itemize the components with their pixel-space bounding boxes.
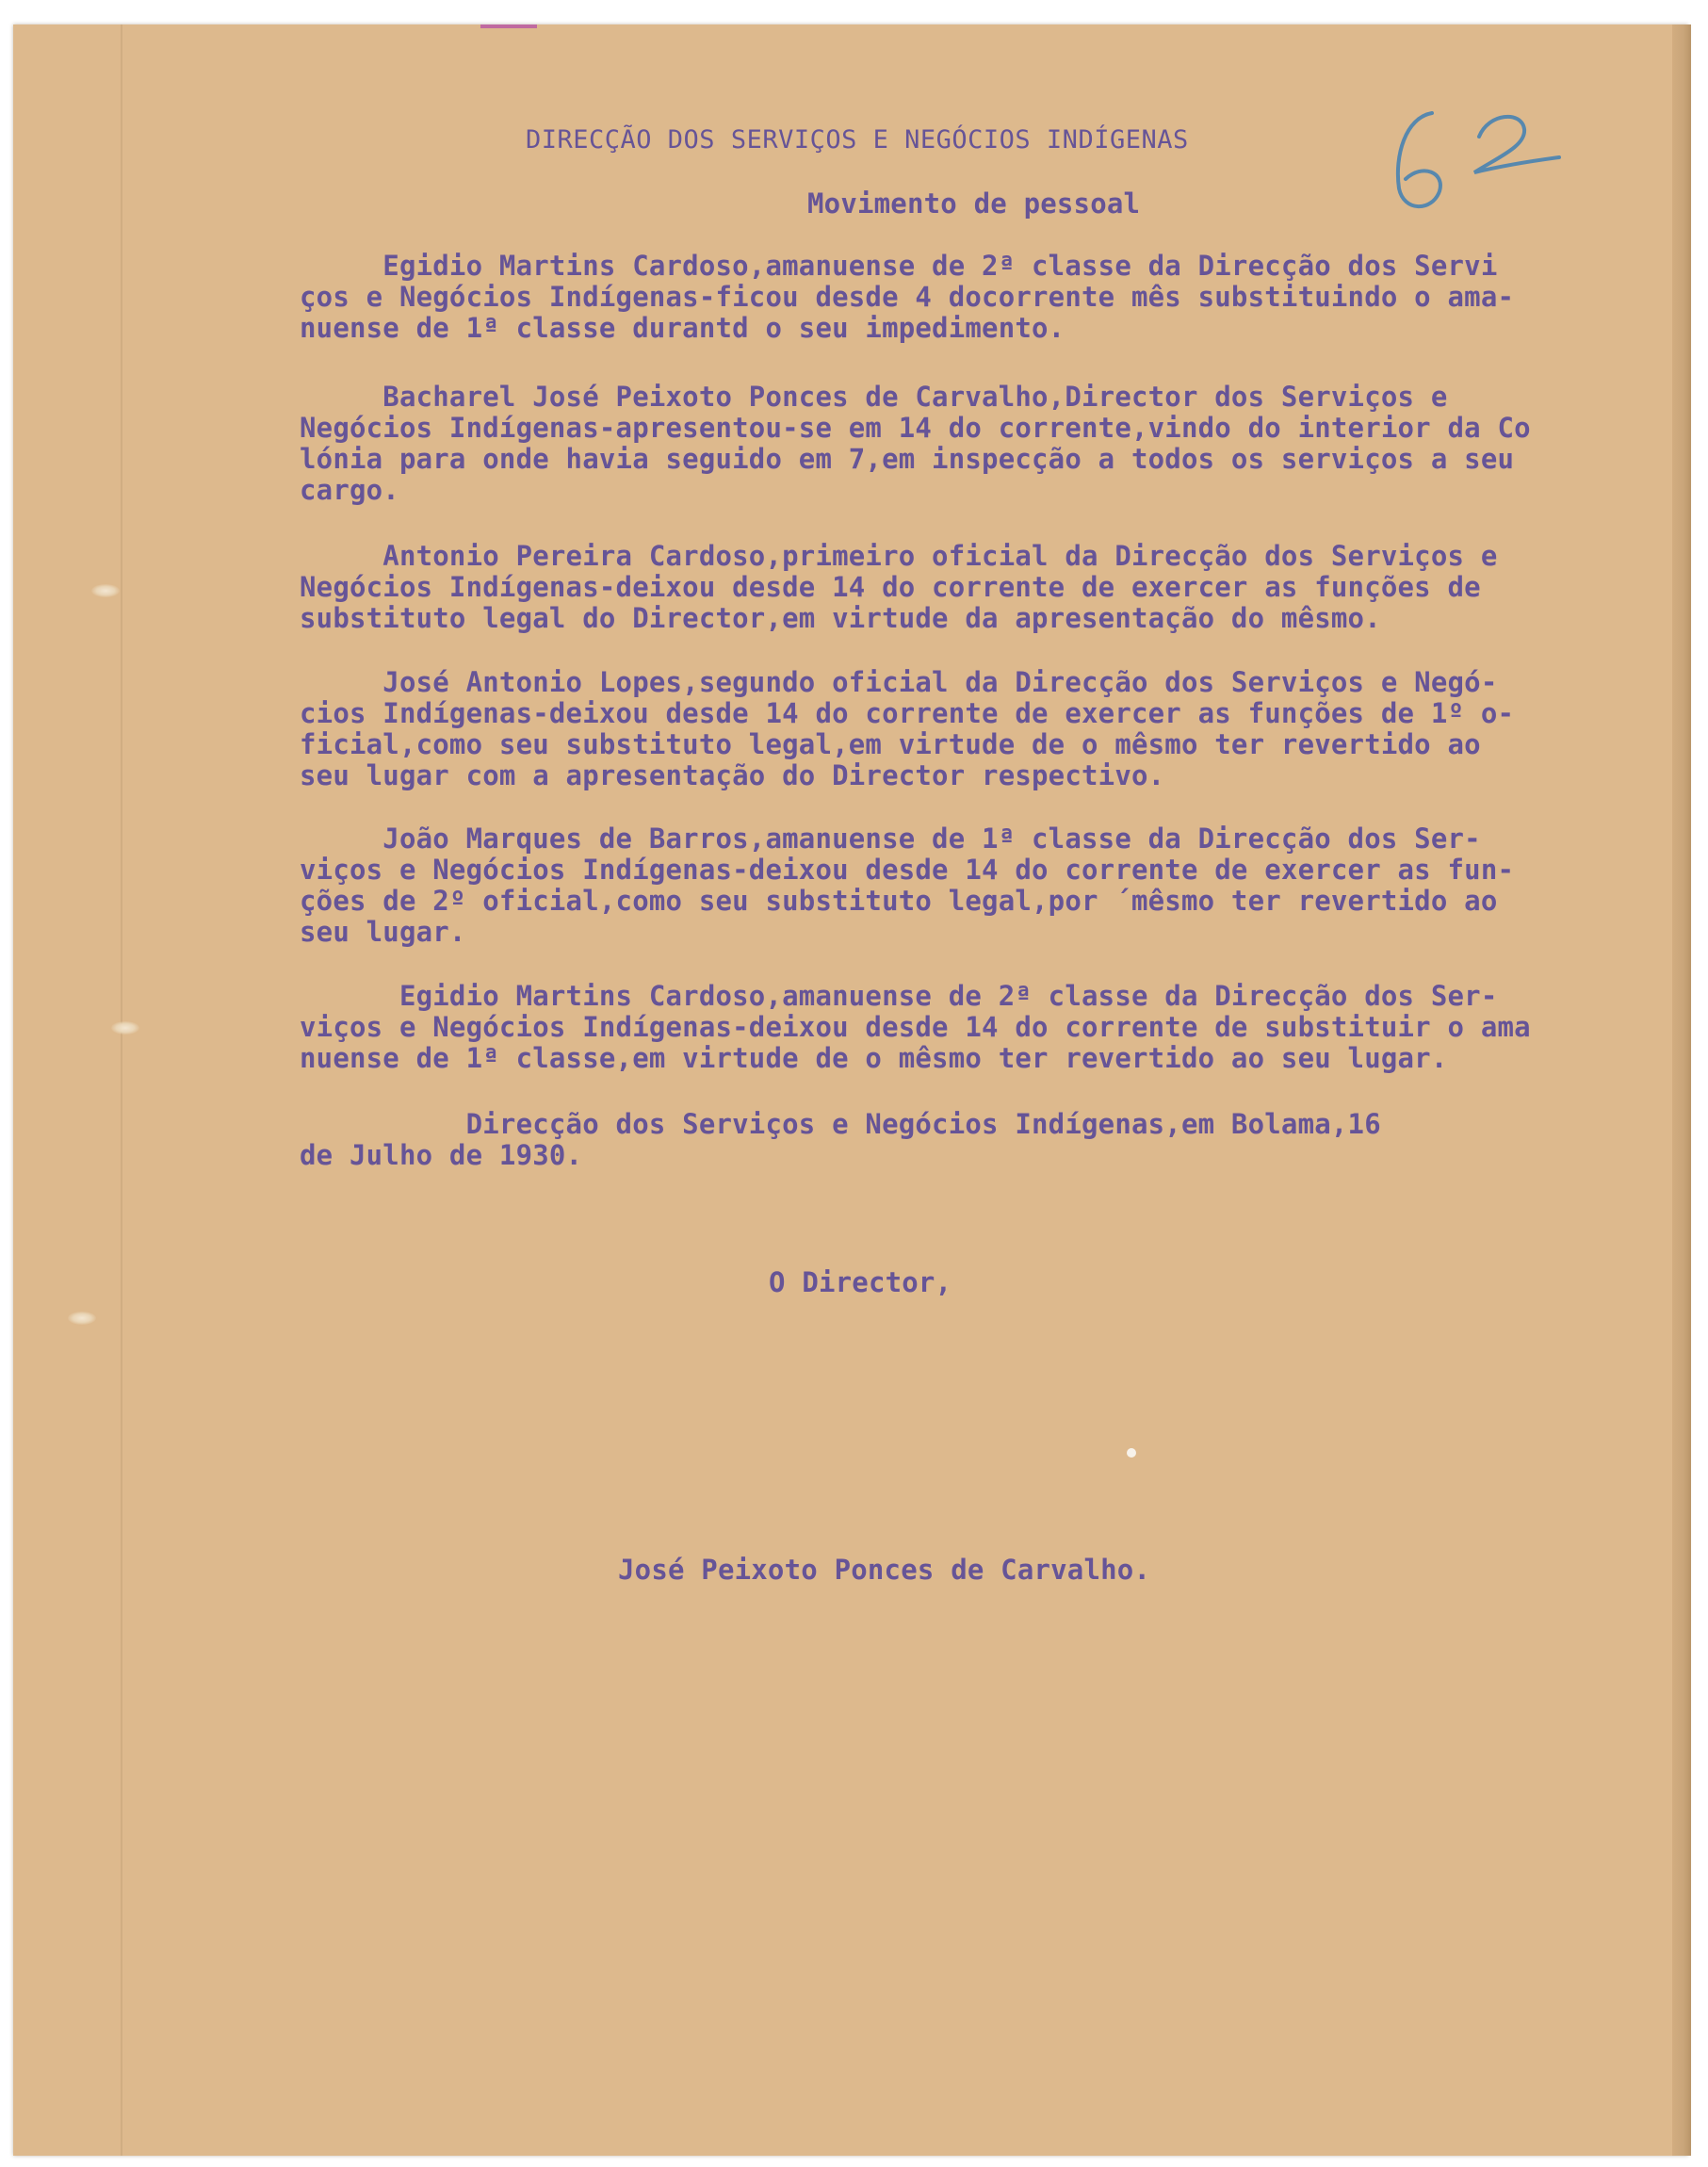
punch-hole (68, 1312, 96, 1325)
document-subheading: Movimento de pessoal (807, 187, 1141, 220)
paper-edge (1672, 24, 1691, 2156)
document-heading: DIRECÇÃO DOS SERVIÇOS E NEGÓCIOS INDÍGENAS (526, 125, 1189, 155)
place-and-date: Direcção dos Serviços e Negócios Indígenas,em Bolama,16 de Julho de 1930. (300, 1108, 1381, 1171)
pin-hole (1127, 1448, 1136, 1458)
paragraph-6: Egidio Martins Cardoso,amanuense de 2ª classe da Direcção dos Ser- viços e Negócios Indígenas-deixou desde 14 do corrente de substituir o ama nuense de 1ª classe,em virtude de o mêsmo ter revertido ao seu lugar. (300, 980, 1531, 1074)
paragraph-3: Antonio Pereira Cardoso,primeiro oficial da Direcção dos Serviços e Negócios Indígenas-deixou desde 14 do corrente de exercer as funções de substituto legal do Director,em virtude da apresentação do mêsmo. (300, 540, 1498, 634)
page-number-annotation (1357, 90, 1573, 221)
stamp-mark (480, 24, 537, 28)
binding-line (121, 24, 122, 2156)
punch-hole (111, 1021, 139, 1035)
paragraph-1: Egidio Martins Cardoso,amanuense de 2ª classe da Direcção dos Servi ços e Negócios Indígenas-ficou desde 4 docorrente mês substituindo o ama- nuense de 1ª classe durantd o seu impedimento. (300, 250, 1515, 344)
signatory-title: O Director, (769, 1266, 952, 1298)
signature-name: José Peixoto Ponces de Carvalho. (618, 1554, 1151, 1586)
punch-hole (91, 584, 120, 597)
paragraph-2: Bacharel José Peixoto Ponces de Carvalho,Director dos Serviços e Negócios Indígenas-apresentou-se em 14 do corrente,vindo do interior da Co lónia para onde havia seguido em 7,em inspecção a todos os serviços a seu cargo. (300, 381, 1531, 506)
paragraph-4: José Antonio Lopes,segundo oficial da Direcção dos Serviços e Negó- cios Indígenas-deixou desde 14 do corrente de exercer as funções de 1º o- ficial,como seu substituto legal,em virtude de o mêsmo ter revertido ao seu lugar com a apresentação do Director respectivo. (300, 666, 1515, 791)
paper-sheet (13, 24, 1688, 2156)
paragraph-5: João Marques de Barros,amanuense de 1ª classe da Direcção dos Ser- viços e Negócios Indígenas-deixou desde 14 do corrente de exercer as fun- ções de 2º oficial,como seu substituto legal,por ´mêsmo ter revertido ao seu lugar. (300, 823, 1515, 948)
